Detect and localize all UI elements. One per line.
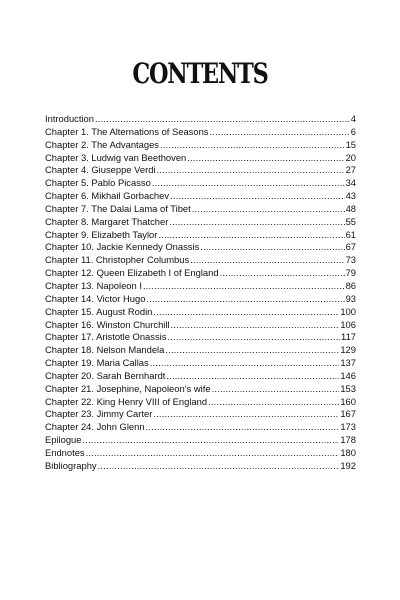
dot-leader <box>150 357 340 370</box>
toc-entry <box>45 396 356 409</box>
toc-entry-title: Endnotes <box>45 446 85 458</box>
toc-entry <box>45 460 356 473</box>
toc-entry-title: Chapter 6. Mikhail Gorbachev <box>45 190 170 202</box>
toc-entry-title: Chapter 8. Margaret Thatcher <box>45 215 169 227</box>
dot-leader <box>220 267 345 280</box>
toc-entry <box>45 203 356 216</box>
toc-entry <box>45 421 356 434</box>
toc-entry-title: Chapter 1. The Alternations of Seasons <box>45 125 209 137</box>
toc-entry-title: Chapter 19. Maria Callas <box>45 357 149 369</box>
toc-entry <box>45 254 356 267</box>
toc-entry-title: Epilogue <box>45 434 82 446</box>
toc-entry-title: Chapter 9. Elizabeth Taylor <box>45 228 158 240</box>
dot-leader <box>146 293 344 306</box>
toc-entry-title: Introduction <box>45 113 94 124</box>
toc-entry-page-number: 153 <box>340 382 356 394</box>
toc-entry <box>45 383 356 396</box>
dot-leader <box>157 164 345 177</box>
toc-entry-title: Chapter 22. King Henry VIII of England <box>45 395 208 407</box>
dot-leader <box>208 396 339 409</box>
toc-entry-title: Bibliography <box>45 459 97 471</box>
dot-leader <box>158 229 344 242</box>
toc-entry <box>45 370 356 383</box>
toc-entry-page-number: 79 <box>345 267 356 279</box>
dot-leader <box>152 177 345 190</box>
page-title: CONTENTS <box>132 57 268 90</box>
toc-entry-page-number: 117 <box>341 331 356 343</box>
toc-entry-title: Chapter 20. Sarah Bernhardt <box>45 369 166 381</box>
toc-entry-page-number: 192 <box>340 459 356 471</box>
toc-entry-page-number: 129 <box>340 344 356 356</box>
toc-entry-title: Chapter 4. Giuseppe Verdi <box>45 164 156 176</box>
toc-entry-page-number: 48 <box>345 202 356 214</box>
toc-entry-title: Chapter 14. Victor Hugo <box>45 292 146 304</box>
toc-entry <box>45 139 356 152</box>
toc-entry-page-number: 15 <box>345 138 356 150</box>
dot-leader <box>86 447 340 460</box>
dot-leader <box>212 383 340 396</box>
dot-leader <box>190 254 344 267</box>
dot-leader <box>160 139 345 152</box>
toc-entry <box>45 216 356 229</box>
toc-entry-title: Chapter 24. John Glenn <box>45 421 145 433</box>
toc-entry <box>45 447 356 460</box>
toc-entry-title: Chapter 13. Napoleon I <box>45 279 142 291</box>
toc-entry-title: Chapter 11. Christopher Columbus <box>45 254 190 266</box>
toc-entry-page-number: 180 <box>340 446 356 458</box>
dot-leader <box>167 331 340 344</box>
toc-entry-page-number: 86 <box>345 279 356 291</box>
toc-entry-title: Chapter 5. Pablo Picasso <box>45 177 151 189</box>
dot-leader <box>209 126 349 139</box>
dot-leader <box>153 306 339 319</box>
toc-entry <box>45 357 356 370</box>
toc-entry-title: Chapter 10. Jackie Kennedy Onassis <box>45 241 200 253</box>
dot-leader <box>143 280 345 293</box>
toc-entry-title: Chapter 2. The Advantages <box>45 138 159 150</box>
toc-entry-page-number: 160 <box>340 395 356 407</box>
dot-leader <box>83 434 340 447</box>
toc-entry-page-number: 106 <box>340 318 356 330</box>
toc-entry-page-number: 137 <box>340 357 356 369</box>
toc-entry-page-number: 34 <box>345 177 356 189</box>
toc-entry <box>45 164 356 177</box>
toc-entry-page-number: 6 <box>350 125 356 137</box>
toc-entry-title: Chapter 15. August Rodin <box>45 305 153 317</box>
toc-entry <box>45 293 356 306</box>
toc-entry <box>45 177 356 190</box>
toc-entry <box>45 126 356 139</box>
dot-leader <box>165 344 339 357</box>
dot-leader <box>153 408 339 421</box>
toc-entry <box>45 434 356 447</box>
toc-entry-title: Chapter 23. Jimmy Carter <box>45 408 153 420</box>
toc-entry-page-number: 55 <box>345 215 356 227</box>
dot-leader <box>200 241 344 254</box>
toc-entry-page-number: 146 <box>340 369 356 381</box>
dot-leader <box>170 190 345 203</box>
toc-entry <box>45 331 356 344</box>
dot-leader <box>146 421 340 434</box>
toc-entry-page-number: 4 <box>350 113 356 124</box>
toc-entry <box>45 319 356 332</box>
toc-entry <box>45 152 356 165</box>
toc-entry <box>45 408 356 421</box>
toc-entry-title: Chapter 12. Queen Elizabeth I of England <box>45 267 219 279</box>
toc-entry-page-number: 73 <box>345 254 356 266</box>
dot-leader <box>95 113 350 126</box>
toc-entry-title: Chapter 3. Ludwig van Beethoven <box>45 151 187 163</box>
table-of-contents <box>45 113 356 473</box>
dot-leader <box>187 152 344 165</box>
toc-entry-title: Chapter 17. Aristotle Onassis <box>45 331 167 343</box>
dot-leader <box>166 370 339 383</box>
dot-leader <box>169 216 344 229</box>
toc-entry-page-number: 173 <box>340 421 356 433</box>
toc-entry-title: Chapter 7. The Dalai Lama of Tibet <box>45 202 191 214</box>
toc-entry-page-number: 178 <box>340 434 356 446</box>
toc-entry-page-number: 167 <box>340 408 356 420</box>
toc-entry <box>45 344 356 357</box>
toc-entry-title: Chapter 21. Josephine, Napoleon’s wife <box>45 382 211 394</box>
toc-entry-title: Chapter 16. Winston Churchill <box>45 318 170 330</box>
toc-entry-page-number: 27 <box>345 164 356 176</box>
dot-leader <box>192 203 345 216</box>
toc-entry <box>45 280 356 293</box>
toc-entry-page-number: 61 <box>345 228 356 240</box>
toc-entry <box>45 241 356 254</box>
toc-entry <box>45 306 356 319</box>
dot-leader <box>171 319 340 332</box>
toc-entry-page-number: 100 <box>340 305 356 317</box>
toc-entry-page-number: 93 <box>345 292 356 304</box>
toc-entry <box>45 190 356 203</box>
toc-entry <box>45 267 356 280</box>
dot-leader <box>98 460 340 473</box>
toc-entry-page-number: 67 <box>345 241 356 253</box>
toc-entry-page-number: 20 <box>345 151 356 163</box>
toc-entry <box>45 229 356 242</box>
toc-entry-title: Chapter 18. Nelson Mandela <box>45 344 165 356</box>
toc-entry-page-number: 43 <box>345 190 356 202</box>
toc-entry <box>45 113 356 126</box>
